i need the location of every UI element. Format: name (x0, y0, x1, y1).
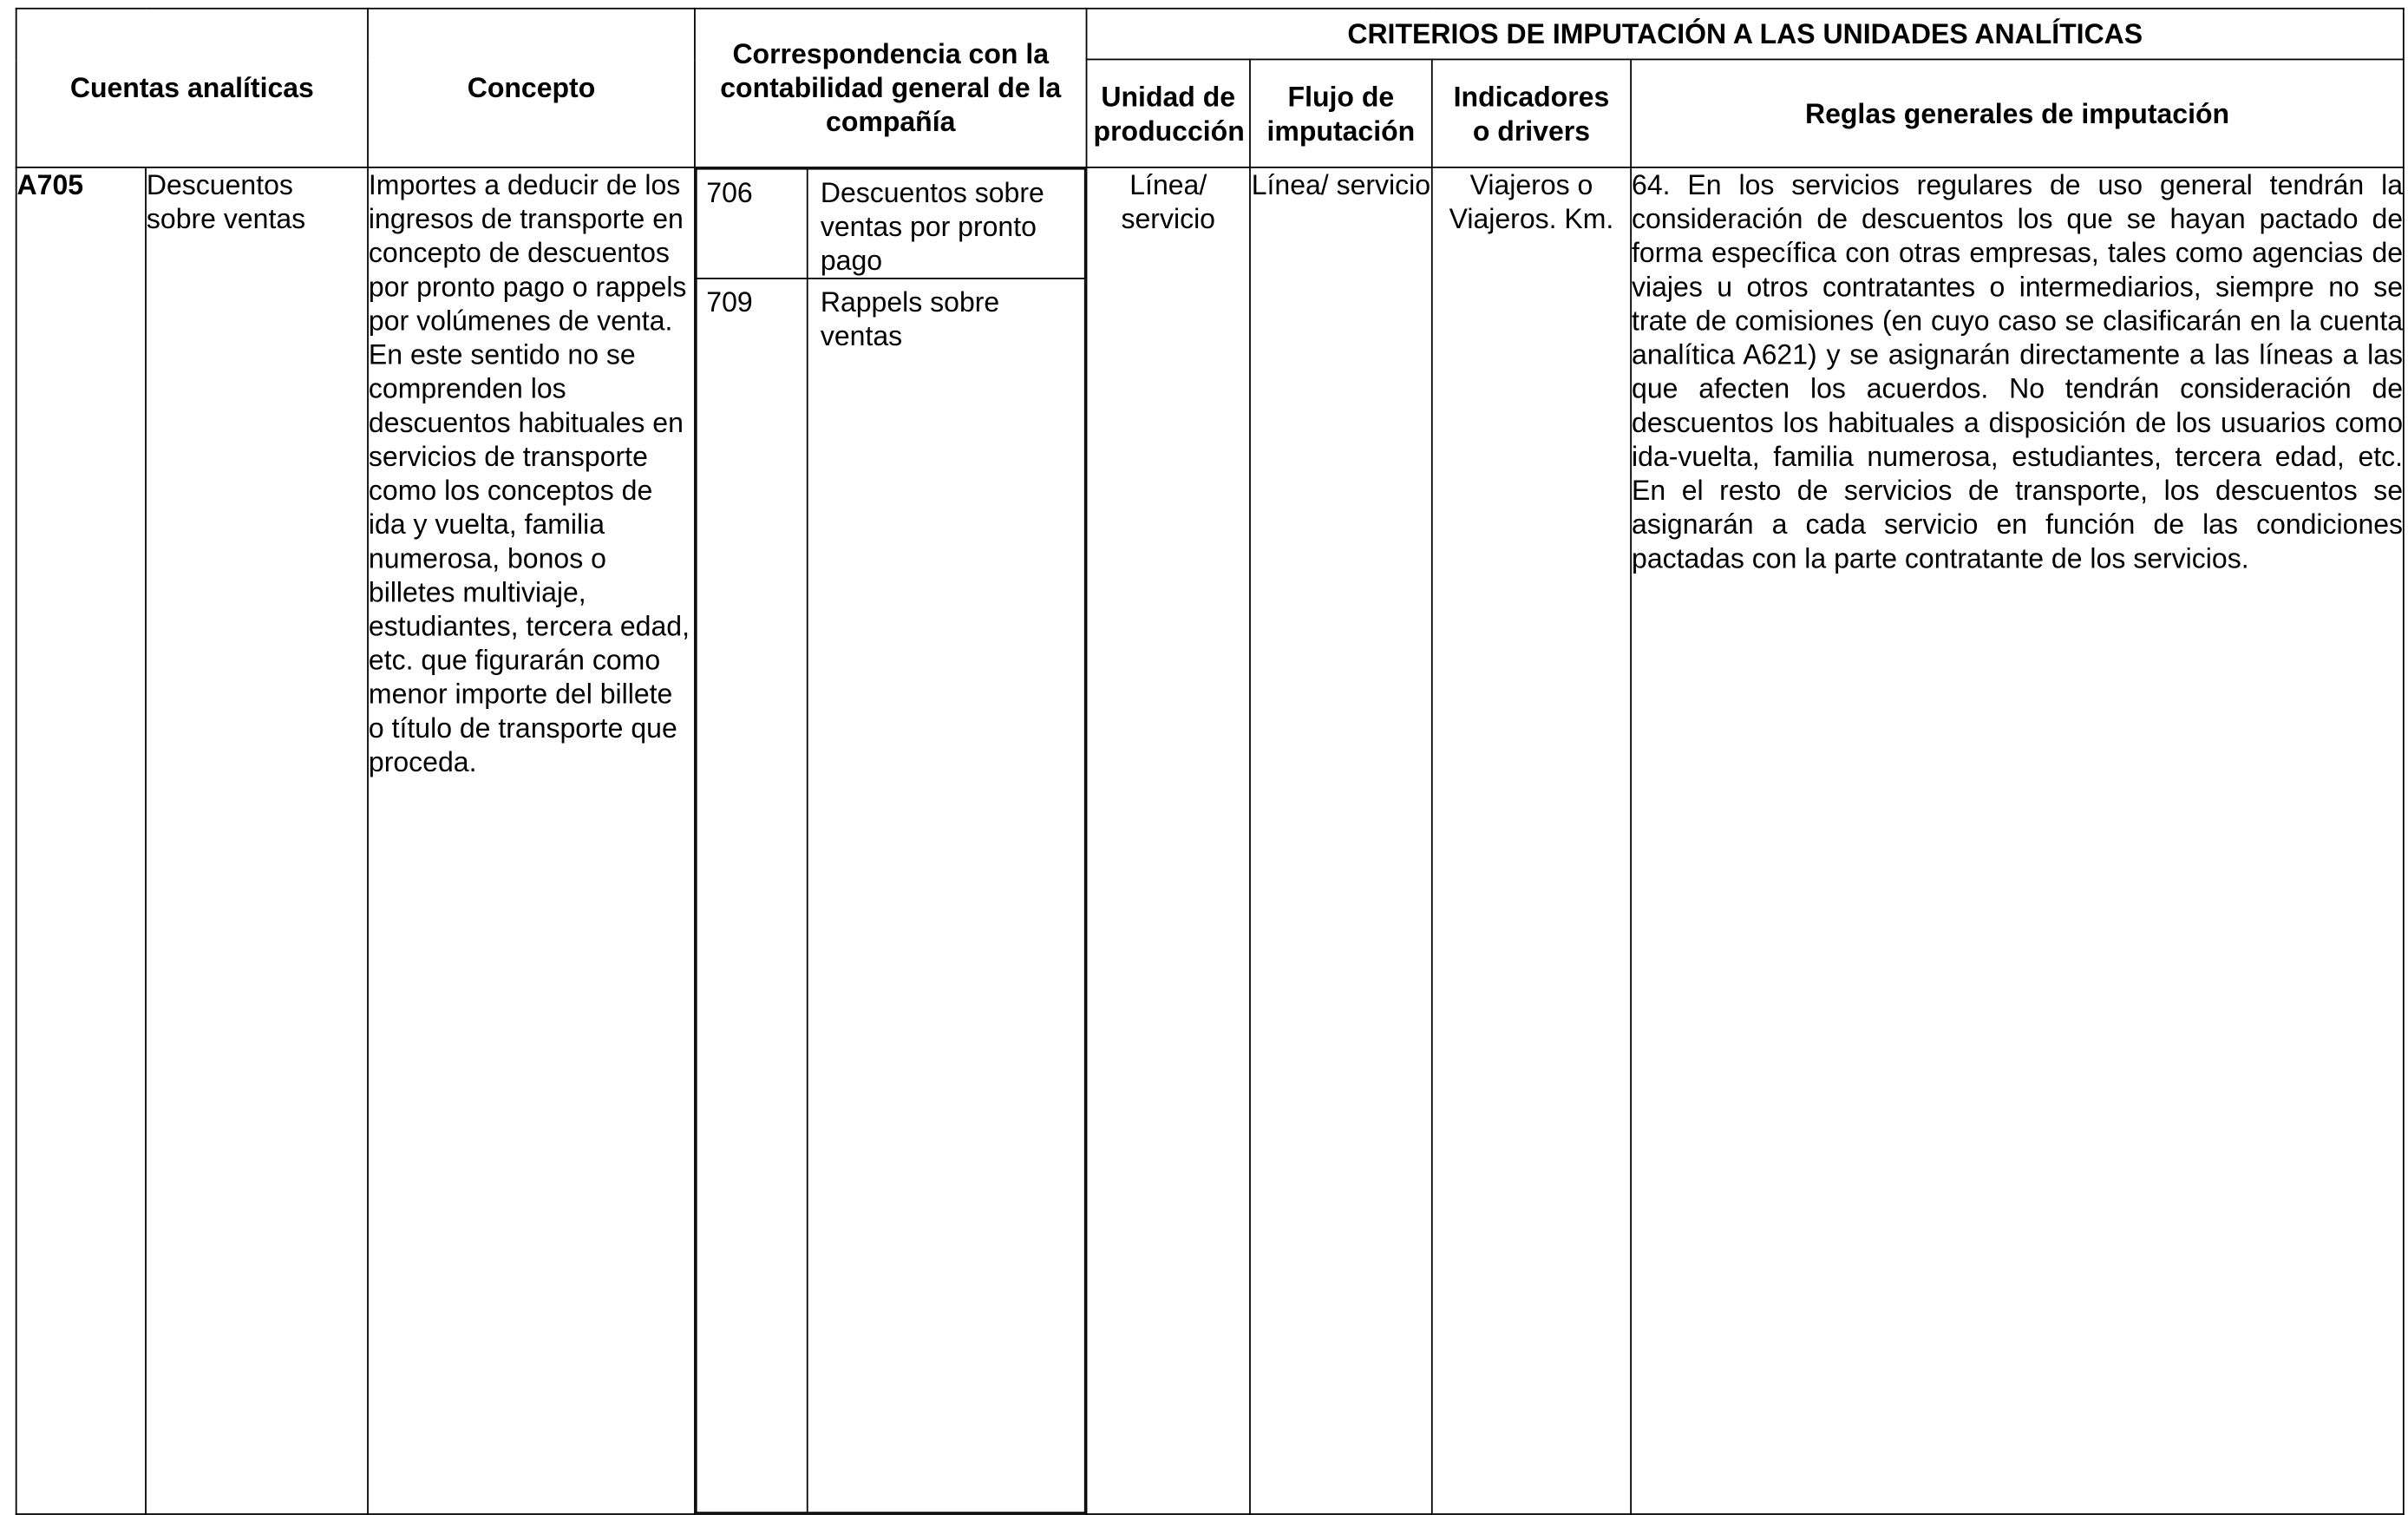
header-criterios (1087, 9, 2404, 60)
header-reglas (1631, 59, 2404, 167)
correspondencia-row (697, 279, 1085, 1512)
flujo-text: Línea/ servicio (1251, 169, 1431, 201)
table-row (16, 167, 2404, 1514)
header-cuentas-analiticas (16, 9, 368, 167)
imputation-table (16, 8, 2405, 1515)
account-code-text: A705 (16, 169, 84, 201)
correspondencia-code: 709 (697, 279, 808, 1512)
header-concepto-label: Concepto (467, 72, 596, 104)
header-indicadores (1432, 59, 1631, 167)
header-flujo-label: Flujo de imputación (1266, 81, 1416, 147)
correspondencia-row (697, 169, 1085, 279)
header-indicadores-label: Indicadores o drivers (1453, 81, 1610, 147)
correspondencia-desc: Rappels sobre ventas (808, 279, 1085, 1512)
concepto-cell (368, 167, 695, 1514)
indicadores-cell (1432, 167, 1631, 1514)
flujo-cell (1250, 167, 1432, 1514)
header-correspondencia (695, 9, 1087, 167)
header-criterios-label: CRITERIOS DE IMPUTACIÓN A LAS UNIDADES ANALÍTICAS (1347, 18, 2143, 49)
correspondencia-cell (695, 167, 1087, 1514)
account-code (16, 167, 146, 1514)
account-name-text: Descuentos sobre ventas (146, 169, 306, 235)
header-concepto (368, 9, 695, 167)
header-correspondencia-label: Correspondencia con la contabilidad general de la compañía (720, 38, 1062, 138)
account-name (146, 167, 368, 1514)
reglas-text: 64. En los servicios regulares de uso general tendrán la consideración de descuentos los que se hayan pactado de forma específica con otras empresas, tales como agencias de viajes u otros contratantes o intermediarios, siempre no se trate de comisiones (en cuyo caso se clasificarán en la cuenta analítica A621) y se asignarán directamente a las líneas a las que afecten los acuerdos. No tendrán consideración de descuentos los habituales a disposición de los usuarios como ida-vuelta, familia numerosa, estudiantes, tercera edad, etc. En el resto de servicios de transporte, los descuentos se asignarán a cada servicio en función de las condiciones pactadas con la parte contratante de los servicios. (1632, 169, 2404, 574)
unidad-text: Línea/ servicio (1121, 169, 1215, 235)
unidad-cell (1087, 167, 1250, 1514)
header-reglas-label: Reglas generales de imputación (1804, 97, 2230, 129)
concepto-text: Importes a deducir de los ingresos de transporte en concepto de descuentos por pronto pago o rappels por volúmenes de venta. En este sentido no se comprenden los descuentos habituales en servicios de transporte como los conceptos de ida y vuelta, familia numerosa, bonos o billetes multiviaje, estudiantes, tercera edad, etc. que figurarán como menor importe del billete o título de transporte que proceda. (368, 169, 690, 778)
header-flujo-imputacion (1250, 59, 1432, 167)
header-cuentas-label: Cuentas analíticas (69, 72, 314, 104)
header-unidad-produccion (1087, 59, 1250, 167)
reglas-cell (1631, 167, 2404, 1514)
correspondencia-desc: Descuentos sobre ventas por pronto pago (808, 169, 1085, 279)
correspondencia-subtable (696, 168, 1086, 1513)
correspondencia-code: 706 (697, 169, 808, 279)
header-unidad-label: Unidad de producción (1093, 81, 1245, 147)
indicadores-text: Viajeros o Viajeros. Km. (1449, 169, 1614, 235)
